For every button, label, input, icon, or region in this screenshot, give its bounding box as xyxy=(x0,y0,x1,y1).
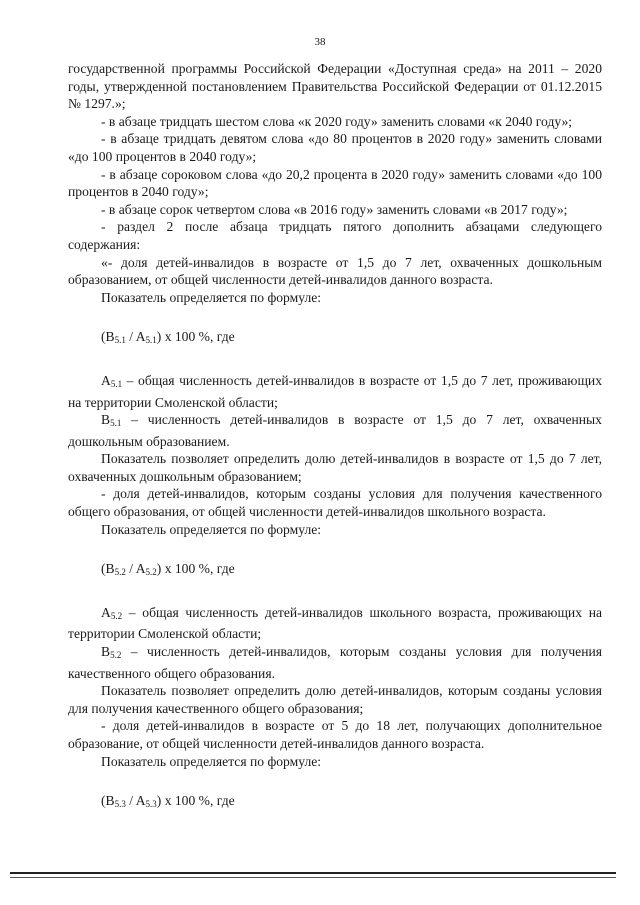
formula-subscript: 5.2 xyxy=(114,567,126,578)
formula-subscript: 5.1 xyxy=(114,335,126,346)
formula-subscript: 5.2 xyxy=(145,567,157,578)
def-subscript: 5.2 xyxy=(110,650,122,661)
def-symbol: A xyxy=(101,604,111,620)
paragraph: - в абзаце тридцать шестом слова «к 2020 году» заменить словами «к 2040 году»; xyxy=(101,113,573,129)
paragraph: Показатель позволяет определить долю детей-инвалидов в возрасте от 1,5 до 7 лет, охваченных дошкольным образованием; xyxy=(68,451,602,484)
definition-b51 xyxy=(68,411,602,450)
page-number: 38 xyxy=(314,36,326,48)
formula-symbol: A xyxy=(135,793,146,809)
paragraph: Показатель определяется по формуле: xyxy=(101,753,322,769)
bottom-rule xyxy=(10,872,616,874)
def-symbol: B xyxy=(101,412,111,428)
formula-tail: ) x 100 %, где xyxy=(156,561,235,577)
def-subscript: 5.2 xyxy=(110,610,123,621)
paragraph: Показатель позволяет определить долю детей-инвалидов, которым созданы условия для получения качественного общего образования; xyxy=(68,683,602,716)
definition-a51 xyxy=(68,372,602,411)
formula-symbol: A xyxy=(135,561,146,577)
def-text: – численность детей-инвалидов в возрасте от 1,5 до 7 лет, охваченных дошкольным образованием. xyxy=(68,412,602,449)
formula-subscript: 5.3 xyxy=(145,799,157,810)
paragraph: - раздел 2 после абзаца тридцать пятого дополнить абзацами следующего содержания: xyxy=(68,219,602,252)
formula-tail: ) x 100 %, где xyxy=(156,329,235,345)
bottom-rule-thin xyxy=(10,877,616,878)
def-symbol: B xyxy=(101,644,111,660)
paragraph: государственной программы Российской Федерации «Доступная среда» на 2011 – 2020 годы, утвержденной постановлением Правительства Российской Федерации от 01.12.2015 № 1297.»; xyxy=(68,61,602,112)
formula-symbol: B xyxy=(105,793,115,809)
def-text: – общая численность детей-инвалидов школьного возраста, проживающих на территории Смоленской области; xyxy=(68,604,603,642)
paragraph: «- доля детей-инвалидов в возрасте от 1,5 до 7 лет, охваченных дошкольным образованием, от общей численности детей-инвалидов данного возраста. xyxy=(68,254,602,288)
paragraph: Показатель определяется по формуле: xyxy=(101,521,322,537)
def-text: – численность детей-инвалидов, которым созданы условия для получения качественного общего образования. xyxy=(68,644,602,681)
formula-symbol: B xyxy=(105,561,115,577)
paragraph: - доля детей-инвалидов, которым созданы условия для получения качественного общего образования, от общей численности детей-инвалидов школьного возраста. xyxy=(68,486,602,520)
formula-separator: / xyxy=(125,329,136,345)
def-symbol: A xyxy=(101,372,111,388)
def-subscript: 5.1 xyxy=(110,418,122,429)
definition-b52 xyxy=(68,643,602,682)
document-body xyxy=(68,60,602,814)
paragraph: - доля детей-инвалидов в возрасте от 5 до 18 лет, получающих дополнительное образование, от общей численности детей-инвалидов данного возраста. xyxy=(68,718,602,751)
def-subscript: 5.1 xyxy=(110,378,123,389)
formula-3: $(B_{5.3} / A_{5.3})$ x 100 %, где xyxy=(101,793,235,810)
paragraph: - в абзаце сороковом слова «до 20,2 процента в 2020 году» заменить словами «до 100 процентов в 2040 году»; xyxy=(68,166,602,200)
formula-1: $(B_{5.1} / A_{5.1})$ x 100 %, где xyxy=(101,329,235,346)
paragraph: - в абзаце сорок четвертом слова «в 2016 году» заменить словами «в 2017 году»; xyxy=(101,201,568,217)
formula-subscript: 5.3 xyxy=(114,799,126,810)
formula-subscript: 5.1 xyxy=(145,335,157,346)
paragraph: Показатель определяется по формуле: xyxy=(101,289,322,305)
formula-separator: / xyxy=(125,793,136,809)
formula-symbol: A xyxy=(135,329,146,345)
formula-tail: ) x 100 %, где xyxy=(156,793,235,809)
formula-symbol: B xyxy=(105,329,115,345)
def-text: – общая численность детей-инвалидов в возрасте от 1,5 до 7 лет, проживающих на территории Смоленской области; xyxy=(68,372,602,410)
formula-2: $(B_{5.2} / A_{5.2})$ x 100 %, где xyxy=(101,561,235,578)
paragraph: - в абзаце тридцать девятом слова «до 80 процентов в 2020 году» заменить словами «до 100 процентов в 2040 году»; xyxy=(68,131,602,164)
formula-separator: / xyxy=(125,561,136,577)
definition-a52 xyxy=(68,604,602,643)
